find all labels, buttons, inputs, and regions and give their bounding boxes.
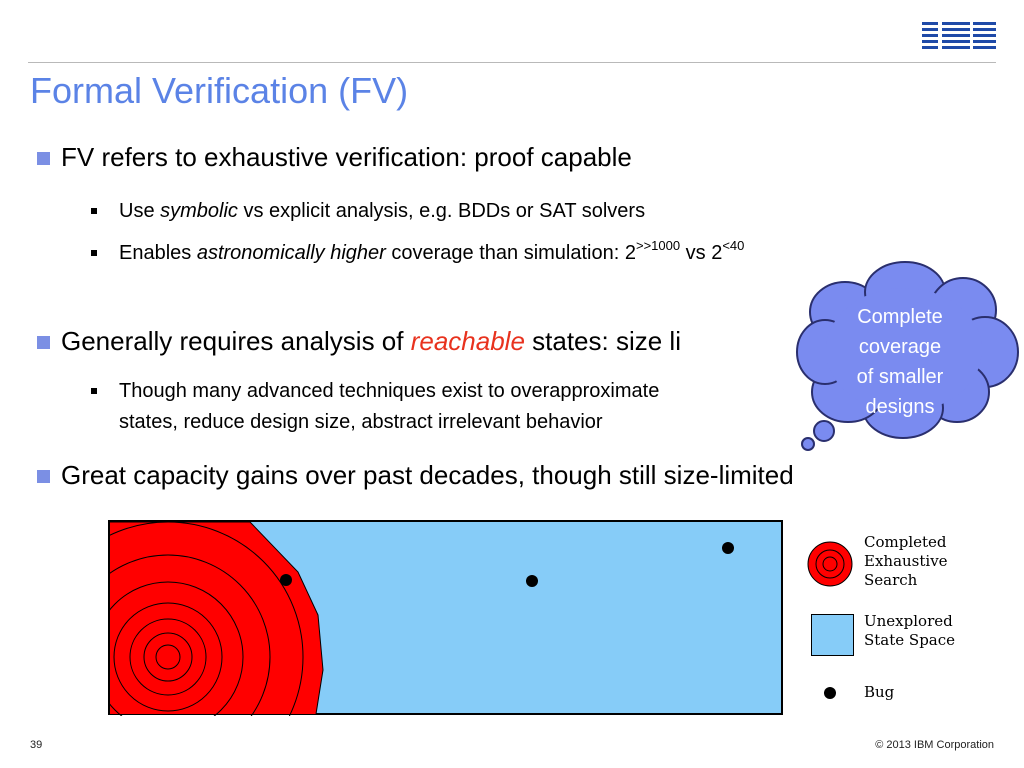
legend-unexplored-swatch [811, 614, 854, 656]
bullet-square-icon [37, 336, 50, 349]
page-number: 39 [30, 739, 43, 751]
bug-marker [722, 542, 734, 554]
bug-marker [280, 574, 292, 586]
legend-bug-label: Bug [864, 683, 895, 701]
sub-bullet-text: Use symbolic vs explicit analysis, e.g. BDDs or SAT solvers [119, 200, 646, 222]
callout-text: Complete coverage of smaller designs [856, 306, 944, 418]
bullet-square-icon [37, 152, 50, 165]
sub-bullet-text: Enables astronomically higher coverage than simulation: $2^{>>1000}$ vs $2^{<40}$ [119, 238, 745, 264]
header-divider [28, 62, 996, 63]
bullet-square-icon [37, 470, 50, 483]
legend-completed-label: Completed Exhaustive Search [864, 533, 948, 589]
legend-unexplored-label: Unexplored State Space [864, 612, 956, 649]
sub-bullet-square-icon [91, 388, 97, 394]
bullet-text: Great capacity gains over past decades, though still size-limited [61, 460, 794, 490]
sub-bullet-text-line2: states, reduce design size, abstract irrelevant behavior [119, 411, 603, 433]
copyright: © 2013 IBM Corporation [875, 739, 994, 751]
sub-bullet-square-icon [91, 208, 97, 214]
bug-marker [526, 575, 538, 587]
sub-bullet-square-icon [91, 250, 97, 256]
state-space-diagram [108, 520, 784, 716]
ibm-logo [922, 20, 996, 54]
bullet-text: Generally requires analysis of reachable states: size li [61, 326, 681, 356]
sub-bullet-text-line1: Though many advanced techniques exist to overapproximate [119, 380, 660, 402]
legend-bug-swatch [824, 687, 836, 699]
legend-completed-swatch [806, 540, 854, 588]
bullet-text: FV refers to exhaustive verification: proof capable [61, 142, 632, 172]
page-title: Formal Verification (FV) [30, 70, 409, 111]
